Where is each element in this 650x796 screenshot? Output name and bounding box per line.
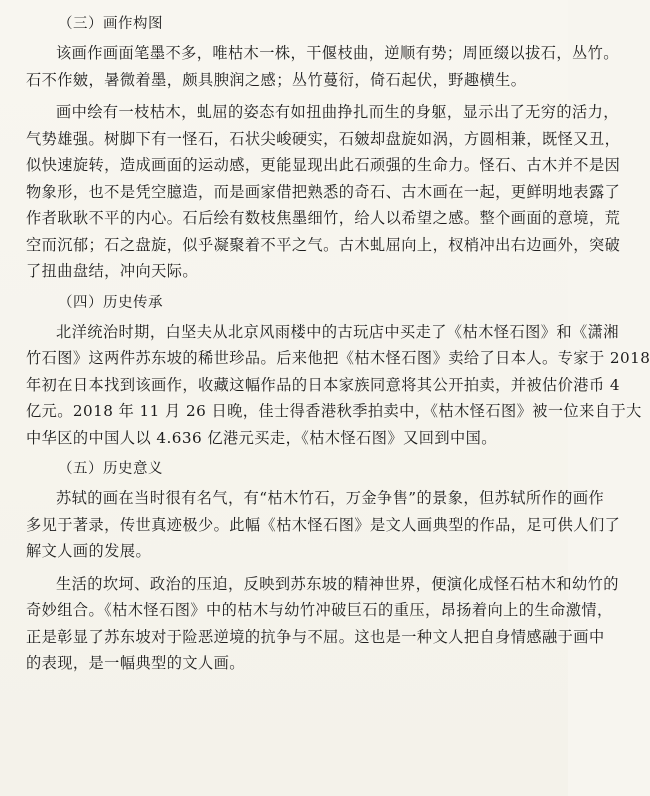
section-3 (26, 12, 621, 285)
text-line: 奇妙组合。《枯木怪石图》中的枯木与幼竹冲破巨石的重压，昂扬着向上的生命激情， (26, 601, 613, 619)
paragraph (26, 319, 650, 452)
section-heading: （四）历史传承 (58, 294, 163, 311)
section-5 (26, 457, 621, 677)
text-line: 似快速旋转，造成画面的运动感，更能显现出此石顽强的生命力。怪石、古木并不是因 (26, 156, 621, 174)
text-line: 空而沉郁；石之盘旋，似乎凝聚着不平之气。古木虬屈向上，杈梢冲出右边画外，突破 (26, 235, 621, 254)
text-line: 年初在日本找到该画作，收藏这幅作品的日本家族同意将其公开拍卖，并被估价港币 4 (26, 375, 620, 394)
text-line: 了扭曲盘结，冲向天际。 (26, 262, 199, 280)
text-line: 画中绘有一枝枯木，虬屈的姿态有如扭曲挣扎而生的身躯，显示出了无穷的活力， (56, 103, 619, 121)
text-line: 石不作皴，暑微着墨，颇具腴润之感；丛竹蔓衍，倚石起伏，野趣横生。 (26, 70, 527, 89)
text-line: 物象形，也不是凭空臆造，而是画家借把熟悉的奇石、古木画在一起，更鲜明地表露了 (26, 182, 621, 201)
text-line: 苏轼的画在当时很有名气，有“枯木竹石，万金争售”的景象，但苏轼所作的画作 (56, 489, 605, 507)
document-body (26, 10, 650, 683)
text-line: 作者耿耿不平的内心。石后绘有数枝焦墨细竹，给人以希望之感。整个画面的意境，荒 (26, 209, 621, 227)
paragraph (26, 99, 621, 285)
paragraph (26, 571, 619, 677)
text-line: 解文人画的发展。 (26, 542, 152, 560)
text-line: 北洋统治时期，白坚夫从北京风雨楼中的古玩店中买走了《枯木怪石图》和《潇湘 (56, 322, 619, 341)
section-heading: （三）画作构图 (58, 16, 163, 32)
text-line: 气势雄强。树脚下有一怪石，石状尖峻硬实，石皴却盘旋如涡，方圆相兼，既怪又丑， (26, 129, 621, 148)
section-heading: （五）历史意义 (58, 461, 163, 477)
text-line: 的表现，是一幅典型的文人画。 (26, 654, 245, 672)
text-line: 正是彰显了苏东坡对于险恶逆境的抗争与不屈。这也是一种文人把自身情感融于画中 (26, 627, 605, 646)
text-line: 竹石图》这两件苏东坡的稀世珍品。后来他把《枯木怪石图》卖给了日本人。专家于 2018 (26, 349, 650, 367)
section-4 (26, 291, 650, 452)
text-line: 多见于著录，传世真迹极少。此幅《枯木怪石图》是文人画典型的作品，足可供人们了 (26, 515, 621, 534)
paragraph (26, 40, 619, 93)
text-line: 中华区的中国人以 4.636 亿港元买走，《枯木怪石图》又回到中国。 (26, 428, 497, 447)
text-line: 生活的坎坷、政治的压迫，反映到苏东坡的精神世界，便演化成怪石枯木和幼竹的 (56, 574, 619, 593)
paragraph (26, 485, 621, 565)
text-line: 该画作画面笔墨不多，唯枯木一株，干偃枝曲，逆顺有势；周匝缀以拔石，丛竹。 (56, 44, 619, 62)
text-line: 亿元。2018 年 11 月 26 日晚，佳士得香港秋季拍卖中，《枯木怪石图》被一位来自于大 (26, 402, 642, 420)
